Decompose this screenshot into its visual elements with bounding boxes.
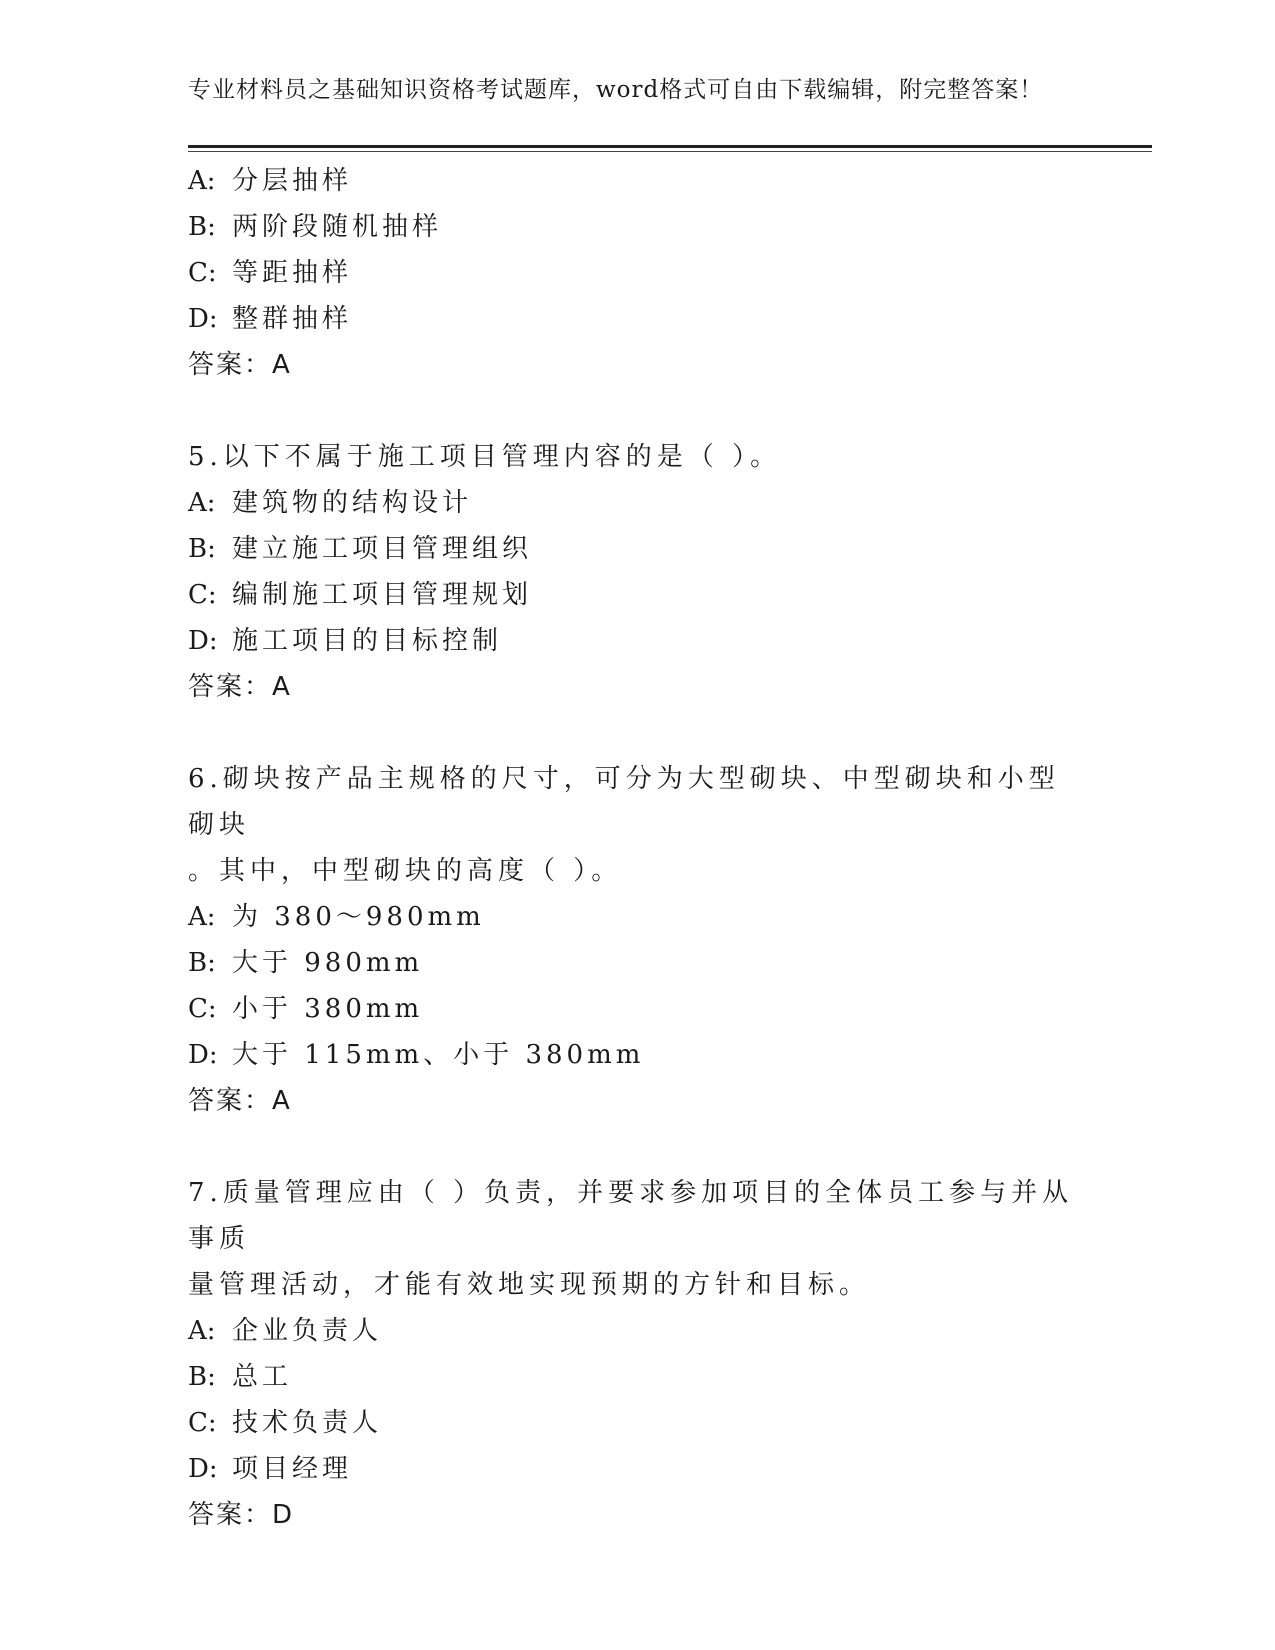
- option-text: 企业负责人: [232, 1316, 383, 1346]
- option-letter: C:: [188, 994, 217, 1024]
- question-stem: 5.以下不属于施工项目管理内容的是（ ）。: [188, 442, 782, 472]
- option-d: [188, 618, 1088, 664]
- question-list: [188, 158, 1088, 1538]
- option-text: 小于 380mm: [232, 994, 424, 1024]
- option-letter: D:: [188, 626, 218, 656]
- option-letter: B:: [188, 534, 216, 564]
- question-stem-cont: 量管理活动，才能有效地实现预期的方针和目标。: [188, 1270, 871, 1300]
- option-text: 大于 115mm、小于 380mm: [232, 1040, 645, 1070]
- question-5: [188, 434, 1088, 710]
- option-letter: D:: [188, 304, 218, 334]
- option-c: [188, 572, 1088, 618]
- option-text: 施工项目的目标控制: [232, 626, 503, 656]
- option-text: 编制施工项目管理规划: [232, 580, 533, 610]
- option-letter: D:: [188, 1454, 218, 1484]
- option-text: 分层抽样: [232, 166, 353, 196]
- answer-line: 答案：A: [188, 672, 292, 702]
- option-text: 等距抽样: [232, 258, 353, 288]
- option-letter: A:: [188, 902, 216, 932]
- option-a: [188, 158, 1088, 204]
- option-text: 整群抽样: [232, 304, 353, 334]
- header-rule-thin: [188, 151, 1152, 152]
- option-letter: A:: [188, 488, 216, 518]
- spacer: [188, 710, 1088, 756]
- option-letter: C:: [188, 258, 217, 288]
- option-text: 两阶段随机抽样: [232, 212, 443, 242]
- option-letter: B:: [188, 212, 216, 242]
- option-c: [188, 1400, 1088, 1446]
- option-a: [188, 894, 1088, 940]
- option-letter: D:: [188, 1040, 218, 1070]
- option-b: [188, 204, 1088, 250]
- option-a: [188, 480, 1088, 526]
- option-a: [188, 1308, 1088, 1354]
- answer-line: 答案：A: [188, 1086, 292, 1116]
- option-c: [188, 986, 1088, 1032]
- option-letter: C:: [188, 580, 217, 610]
- question-partial: [188, 158, 1088, 388]
- option-text: 大于 980mm: [232, 948, 424, 978]
- option-b: [188, 526, 1088, 572]
- option-text: 为 380～980mm: [232, 902, 485, 932]
- question-stem: 7.质量管理应由（ ）负责，并要求参加项目的全体员工参与并从事质: [188, 1178, 1074, 1254]
- page-header: 专业材料员之基础知识资格考试题库，word格式可自由下载编辑，附完整答案！: [188, 77, 1044, 103]
- question-6: [188, 756, 1088, 1124]
- question-stem-cont: 。其中，中型砌块的高度（ ）。: [188, 856, 623, 886]
- option-text: 建立施工项目管理组织: [232, 534, 533, 564]
- header-rule: [188, 145, 1152, 148]
- option-text: 总工: [232, 1362, 293, 1392]
- option-text: 建筑物的结构设计: [232, 488, 473, 518]
- question-stem: 6.砌块按产品主规格的尺寸，可分为大型砌块、中型砌块和小型砌块: [188, 764, 1060, 840]
- option-d: [188, 296, 1088, 342]
- option-b: [188, 1354, 1088, 1400]
- option-d: [188, 1032, 1088, 1078]
- option-letter: C:: [188, 1408, 217, 1438]
- option-d: [188, 1446, 1088, 1492]
- answer-line: 答案：A: [188, 350, 292, 380]
- spacer: [188, 388, 1088, 434]
- option-letter: B:: [188, 948, 216, 978]
- option-letter: A:: [188, 1316, 216, 1346]
- option-b: [188, 940, 1088, 986]
- spacer: [188, 1124, 1088, 1170]
- option-text: 项目经理: [232, 1454, 353, 1484]
- option-letter: A:: [188, 166, 216, 196]
- option-letter: B:: [188, 1362, 216, 1392]
- option-c: [188, 250, 1088, 296]
- answer-line: 答案：D: [188, 1500, 295, 1530]
- option-text: 技术负责人: [232, 1408, 383, 1438]
- question-7: [188, 1170, 1088, 1538]
